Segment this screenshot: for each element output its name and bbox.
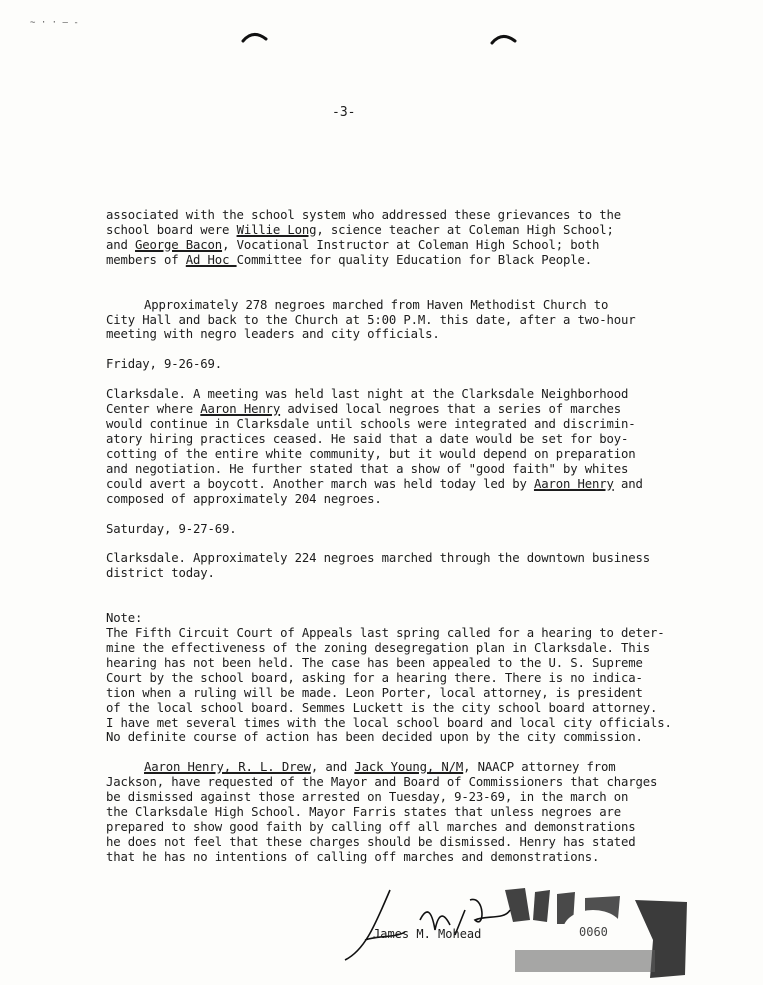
document-body <box>106 208 696 865</box>
typed-signature-name: James M. Mohead <box>373 927 482 941</box>
date-heading: Friday, 9-26-69. <box>106 357 223 372</box>
punch-mark-left <box>240 30 270 44</box>
name-underlined: Aaron Henry, R. L. Drew <box>144 760 311 775</box>
corner-mark: ~ · · – - <box>30 18 79 28</box>
name-underlined: Aaron Henry <box>200 402 281 417</box>
name-underlined: Ad Hoc <box>185 252 237 267</box>
paragraph: Clarksdale. Approximately 224 negroes marched through the downtown business district today. <box>106 551 651 581</box>
date-heading: Saturday, 9-27-69. <box>106 521 237 536</box>
punch-mark-right <box>489 32 519 46</box>
page-number: -3- <box>332 105 356 120</box>
name-underlined: George Bacon <box>135 237 223 252</box>
paragraph: Approximately 278 negroes marched from Haven Methodist Church to <box>144 297 609 312</box>
paragraph-continuation: City Hall and back to the Church at 5:00 P.M. this date, after a two-hour meeting with negro leaders and city officials. <box>106 312 636 342</box>
name-underlined: Willie Long <box>236 222 317 237</box>
paragraph: Aaron Henry, R. L. Drew, and Jack Young, N/M, NAACP attorney from Jackson, have requested of the Mayor and Board of Commissioners that charges be dismissed against those arrested on Tuesday, 9-23-69, in the march on the Clarksdale High School. Mayor Farris states that unless negroes are prepared to show good faith by calling off all marches and demonstrations he does not feel that these charges should be dismissed. Henry has stated that he has no intentions of calling off marches and demonstrations. <box>106 760 658 864</box>
note-paragraph: Note: The Fifth Circuit Court of Appeals last spring called for a hearing to deter- mine the effectiveness of the zoning desegregation plan in Clarksdale. This hearing has not been held. The case has been appealed to the U. S. Supreme Court by the school board, asking for a hearing there. There is no indica- tion when a ruling will be made. Leon Porter, local attorney, is president of the local school board. Semmes Luckett is the city school board attorney. I have met several times with the local school board and local city officials. No definite course of action has been decided upon by the city commission. <box>106 611 672 745</box>
paragraph: Clarksdale. A meeting was held last night at the Clarksdale Neighborhood Center where Aaron Henry advised local negroes that a series of marches would continue in Clarksdale until schools were integrated and discrimin- atory hiring practices ceased. He said that a date would be set for boy- cotting of the entire white community, but it would depend on preparation and negotiation. He further stated that a show of "good faith" by whites could avert a boycott. Another march was held today led by Aaron Henry and composed of approximately 204 negroes. <box>106 387 643 506</box>
name-underlined: Aaron Henry <box>533 476 614 491</box>
name-underlined: Jack Young, N/M <box>354 760 464 775</box>
stamp-number: 0060 <box>579 925 608 939</box>
paragraph: associated with the school system who addressed these grievances to the school board were Willie Long, science teacher at Coleman High School; and George Bacon, Vocational Instructor at Coleman High School; both members of Ad Hoc Committee for quality Education for Black People. <box>106 208 621 267</box>
